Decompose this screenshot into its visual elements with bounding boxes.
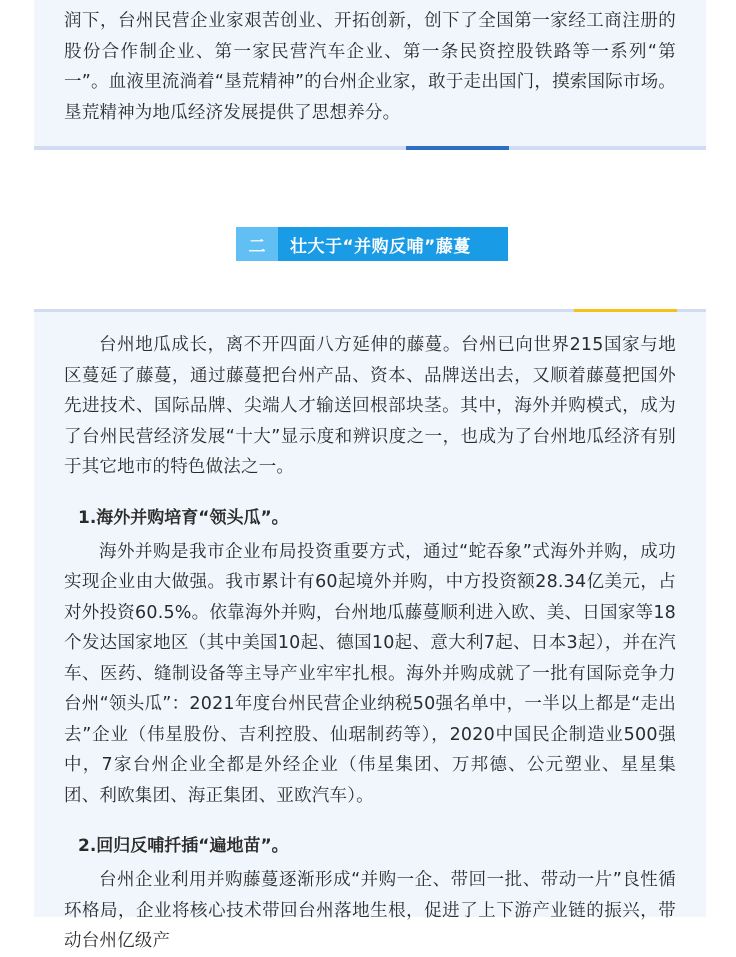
section-title-text: 壮大于“并购反哺”藤蔓 bbox=[290, 236, 471, 257]
bottom-text-panel bbox=[34, 312, 706, 951]
subsection-2-paragraph: 台州企业利用并购藤蔓逐渐形成“并购一企、带回一批、带动一片”良性循环格局，企业将核心技术带回台州落地生根，促进了上下游产业链的振兴，带动台州亿级产 bbox=[64, 870, 676, 951]
section-heading bbox=[236, 227, 508, 261]
top-divider bbox=[34, 146, 706, 150]
intro-paragraph: 台州地瓜成长，离不开四面八方延伸的藤蔓。台州已向世界215国家与地区蔓延了藤蔓，通过藤蔓把台州产品、资本、品牌送出去，又顺着藤蔓把国外先进技术、国际品牌、尖端人才输送回根部块茎。其中，海外并购模式，成为了台州民营经济发展“十大”显示度和辨识度之一，也成为了台州地瓜经济有别于其它地市的特色做法之一。 bbox=[64, 335, 676, 477]
subheading-1: 1.海外并购培育“领头瓜”。 bbox=[78, 507, 289, 528]
top-paragraph: 润下，台州民营企业家艰苦创业、开拓创新，创下了全国第一家经工商注册的股份合作制企业、第一家民营汽车企业、第一条民资控股铁路等一系列“第一”。血液里流淌着“垦荒精神”的台州企业家，敢于走出国门，摸索国际市场。垦荒精神为地瓜经济发展提供了思想养分。 bbox=[64, 11, 676, 123]
blue-accent-bar bbox=[406, 146, 509, 150]
subheading-2: 2.回归反哺扦插“遍地苗”。 bbox=[78, 836, 289, 856]
top-text-panel bbox=[34, 0, 706, 146]
subsection-1-paragraph: 海外并购是我市企业布局投资重要方式，通过“蛇吞象”式海外并购，成功实现企业由大做强。我市累计有60起境外并购，中方投资额28.34亿美元，占对外投资60.5%。依靠海外并购，台州地瓜藤蔓顺利进入欧、美、日国家等18个发达国家地区（其中美国10起、德国10起、意大利7起、日本3起），并在汽车、医药、缝制设备等主导产业牢牢扎根。海外并购成就了一批有国际竞争力台州“领头瓜”：2021年度台州民营企业纳税50强名单中，一半以上都是“走出去”企业（伟星股份、吉利控股、仙琚制药等），2020中国民企制造业500强中，7家台州企业全都是外经企业（伟星集团、万邦德、公元塑业、星星集团、利欧集团、海正集团、亚欧汽车）。 bbox=[64, 541, 676, 806]
section-number: 二 bbox=[236, 227, 278, 261]
